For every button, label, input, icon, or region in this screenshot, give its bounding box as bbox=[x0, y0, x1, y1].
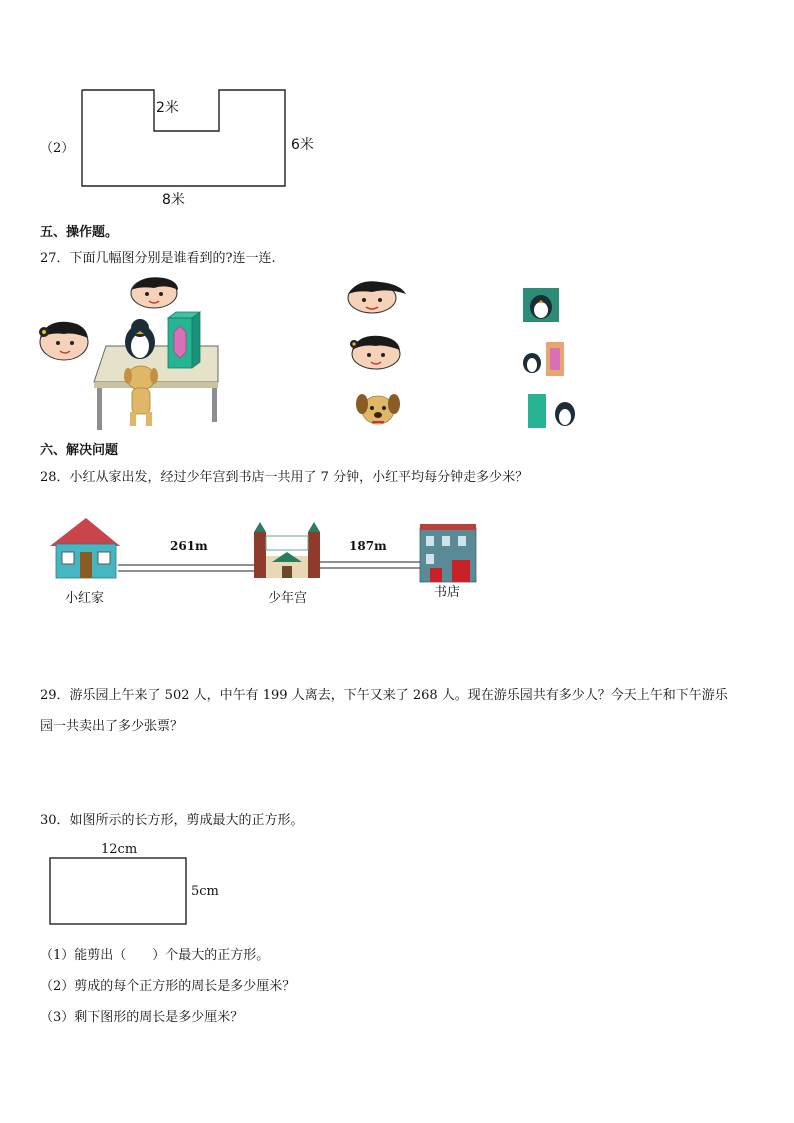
notch-dimension-label: 2米 bbox=[156, 100, 179, 116]
box-with-hexagon-icon bbox=[168, 312, 200, 368]
girl-viewer-face-icon bbox=[350, 336, 400, 369]
table-scene-illustration bbox=[36, 276, 226, 436]
section-six-heading: 六、解决问题 bbox=[40, 443, 119, 458]
question-30-text: 30．如图所示的长方形，剪成最大的正方形。 bbox=[40, 813, 304, 828]
puppy-viewer-face-icon bbox=[356, 394, 400, 424]
box-and-penguin-view-icon bbox=[528, 394, 575, 428]
question-29-line-1: 29．游乐园上午来了 502 人，中午有 199 人离去，下午又来了 268 人。现在游乐园共有多少人？今天上午和下午游乐 bbox=[40, 688, 728, 703]
house-icon bbox=[50, 518, 120, 578]
childrens-palace-icon bbox=[254, 522, 320, 578]
notched-shape-figure bbox=[0, 0, 794, 230]
distance-palace-to-store: 187m bbox=[349, 539, 387, 553]
bookstore-icon bbox=[420, 524, 476, 582]
right-side-dimension-label: 6米 bbox=[291, 137, 314, 153]
question-30-sub-2: （2）剪成的每个正方形的周长是多少厘米？ bbox=[40, 979, 296, 994]
penguin-icon bbox=[125, 319, 155, 359]
palace-label: 少年宫 bbox=[268, 591, 308, 606]
view-pictures-column bbox=[518, 286, 588, 434]
distance-home-to-palace: 261m bbox=[170, 539, 208, 553]
question-29-line-2: 园一共卖出了多少张票？ bbox=[40, 719, 184, 734]
home-label: 小红家 bbox=[65, 591, 105, 606]
boy-face-icon bbox=[131, 277, 178, 308]
penguin-and-box-view-icon bbox=[523, 342, 564, 376]
viewer-faces-column bbox=[344, 280, 414, 430]
boy-viewer-face-icon bbox=[348, 281, 406, 313]
rectangle-figure bbox=[0, 850, 794, 930]
penguin-front-view-icon bbox=[523, 288, 559, 322]
section-five-heading: 五、操作题。 bbox=[40, 225, 119, 240]
question-30-sub-3: （3）剩下图形的周长是多少厘米？ bbox=[40, 1010, 244, 1025]
question-30-sub-1: （1）能剪出（ ）个最大的正方形。 bbox=[40, 948, 270, 963]
problem-part-label: （2） bbox=[40, 141, 75, 156]
girl-face-icon bbox=[39, 322, 88, 360]
rectangle-width-label: 12cm bbox=[101, 842, 138, 857]
question-28-text: 28．小红从家出发，经过少年宫到书店一共用了 7 分钟，小红平均每分钟走多少米？ bbox=[40, 470, 529, 485]
route-diagram bbox=[0, 510, 794, 600]
bottom-side-dimension-label: 8米 bbox=[162, 192, 185, 208]
bookstore-label: 书店 bbox=[434, 585, 461, 600]
question-27-text: 27．下面几幅图分别是谁看到的?连一连. bbox=[40, 251, 276, 266]
puppy-icon bbox=[124, 366, 158, 426]
rectangle-height-label: 5cm bbox=[191, 884, 219, 899]
